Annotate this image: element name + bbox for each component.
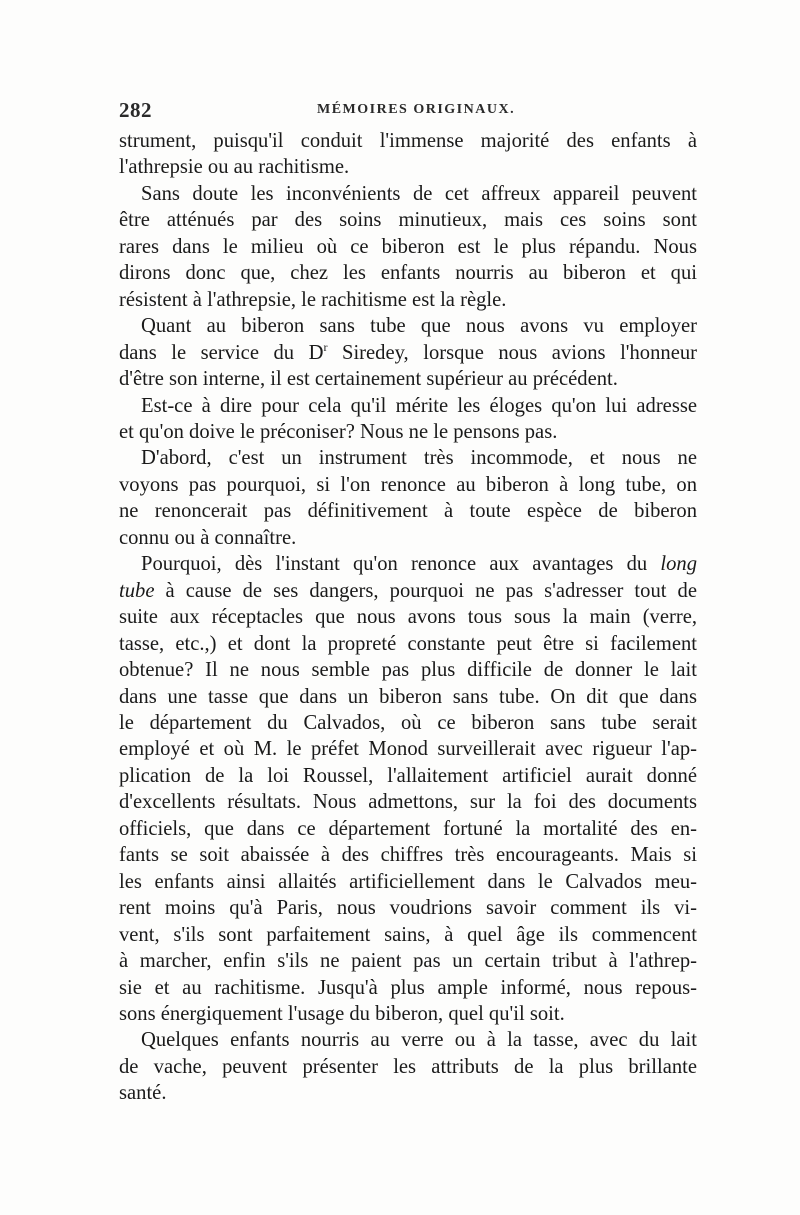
paragraph-2 — [119, 181, 697, 313]
text-fragment: Siredey, lorsque nous avions l'honneur — [327, 341, 697, 364]
text-fragment: dans le service du D — [119, 341, 324, 364]
text-line: résistent à l'athrepsie, le rachitisme est la règle. — [119, 288, 507, 311]
text-line: tasse, etc.,) et dont la propreté constante peut être si facilement — [119, 632, 697, 655]
text-line: employé et où M. le préfet Monod surveillerait avec rigueur l'ap- — [119, 738, 697, 761]
text-line: dirons donc que, chez les enfants nourris au biberon et qui — [119, 262, 697, 285]
text-line: et qu'on doive le préconiser? Nous ne le pensons pas. — [119, 420, 558, 443]
text-line: officiels, que dans ce département fortuné la mortalité des en- — [119, 817, 697, 840]
running-head — [119, 98, 697, 124]
text-line: dans une tasse que dans un biberon sans tube. On dit que dans — [119, 685, 697, 708]
italic-word: long — [660, 553, 697, 576]
text-line: strument, puisqu'il conduit l'immense majorité des enfants à — [119, 130, 697, 152]
text-fragment: à cause de ses dangers, pourquoi ne pas s'adresser tout de — [154, 579, 697, 602]
text-line — [119, 578, 697, 604]
text-line: suite aux réceptacles que nous avons tous sous la main (verre, — [119, 606, 697, 629]
text-line: Quant au biberon sans tube que nous avons vu employer — [141, 315, 697, 338]
paragraph-6 — [119, 551, 697, 1027]
body-text — [119, 128, 697, 1107]
paragraph-3 — [119, 313, 697, 392]
paragraph-7 — [119, 1027, 697, 1106]
text-line: l'athrepsie ou au rachitisme. — [119, 156, 350, 179]
running-title: MÉMOIRES ORIGINAUX. — [317, 102, 516, 117]
paragraph-1 — [119, 128, 697, 181]
text-line: être atténués par des soins minutieux, mais ces soins sont — [119, 209, 697, 232]
text-line: ne renoncerait pas définitivement à toute espèce de biberon — [119, 500, 697, 523]
text-line: à marcher, enfin s'ils ne paient pas un certain tribut à l'athrep- — [119, 950, 697, 973]
text-line: Est-ce à dire pour cela qu'il mérite les éloges qu'on lui adresse — [141, 394, 697, 417]
text-line: Quelques enfants nourris au verre ou à la tasse, avec du lait — [141, 1029, 697, 1052]
text-line: voyons pas pourquoi, si l'on renonce au biberon à long tube, on — [119, 473, 697, 496]
text-line: rares dans le milieu où ce biberon est le plus répandu. Nous — [119, 235, 697, 258]
text-line — [119, 551, 697, 577]
text-line: plication de la loi Roussel, l'allaitement artificiel aurait donné — [119, 764, 697, 787]
paragraph-5 — [119, 445, 697, 551]
text-line: obtenue? Il ne nous semble pas plus difficile de donner le lait — [119, 659, 697, 682]
text-line: rent moins qu'à Paris, nous voudrions savoir comment ils vi- — [119, 897, 697, 920]
text-fragment: Pourquoi, dès l'instant qu'on renonce aux avantages du — [141, 553, 661, 576]
text-line: sie et au rachitisme. Jusqu'à plus ample informé, nous repous- — [119, 976, 697, 999]
text-line: les enfants ainsi allaités artificiellement dans le Calvados meu- — [119, 870, 697, 893]
text-line: fants se soit abaissée à des chiffres très encourageants. Mais si — [119, 844, 697, 867]
page-number: 282 — [119, 98, 152, 122]
text-line: d'être son interne, il est certainement supérieur au précédent. — [119, 368, 618, 391]
text-line: de vache, peuvent présenter les attributs de la plus brillante — [119, 1055, 697, 1078]
superscript: r — [323, 339, 328, 354]
text-line — [119, 340, 697, 366]
text-line: santé. — [119, 1082, 167, 1105]
text-line: sons énergiquement l'usage du biberon, quel qu'il soit. — [119, 1002, 565, 1025]
text-line: d'excellents résultats. Nous admettons, sur la foi des documents — [119, 791, 697, 814]
paragraph-4 — [119, 393, 697, 446]
text-line: connu ou à connaître. — [119, 526, 297, 549]
text-line: vent, s'ils sont parfaitement sains, à quel âge ils commencent — [119, 923, 697, 946]
text-line: le département du Calvados, où ce biberon sans tube serait — [119, 711, 697, 734]
italic-word: tube — [119, 579, 155, 602]
text-line: D'abord, c'est un instrument très incommode, et nous ne — [141, 447, 697, 470]
text-line: Sans doute les inconvénients de cet affreux appareil peuvent — [141, 182, 697, 205]
